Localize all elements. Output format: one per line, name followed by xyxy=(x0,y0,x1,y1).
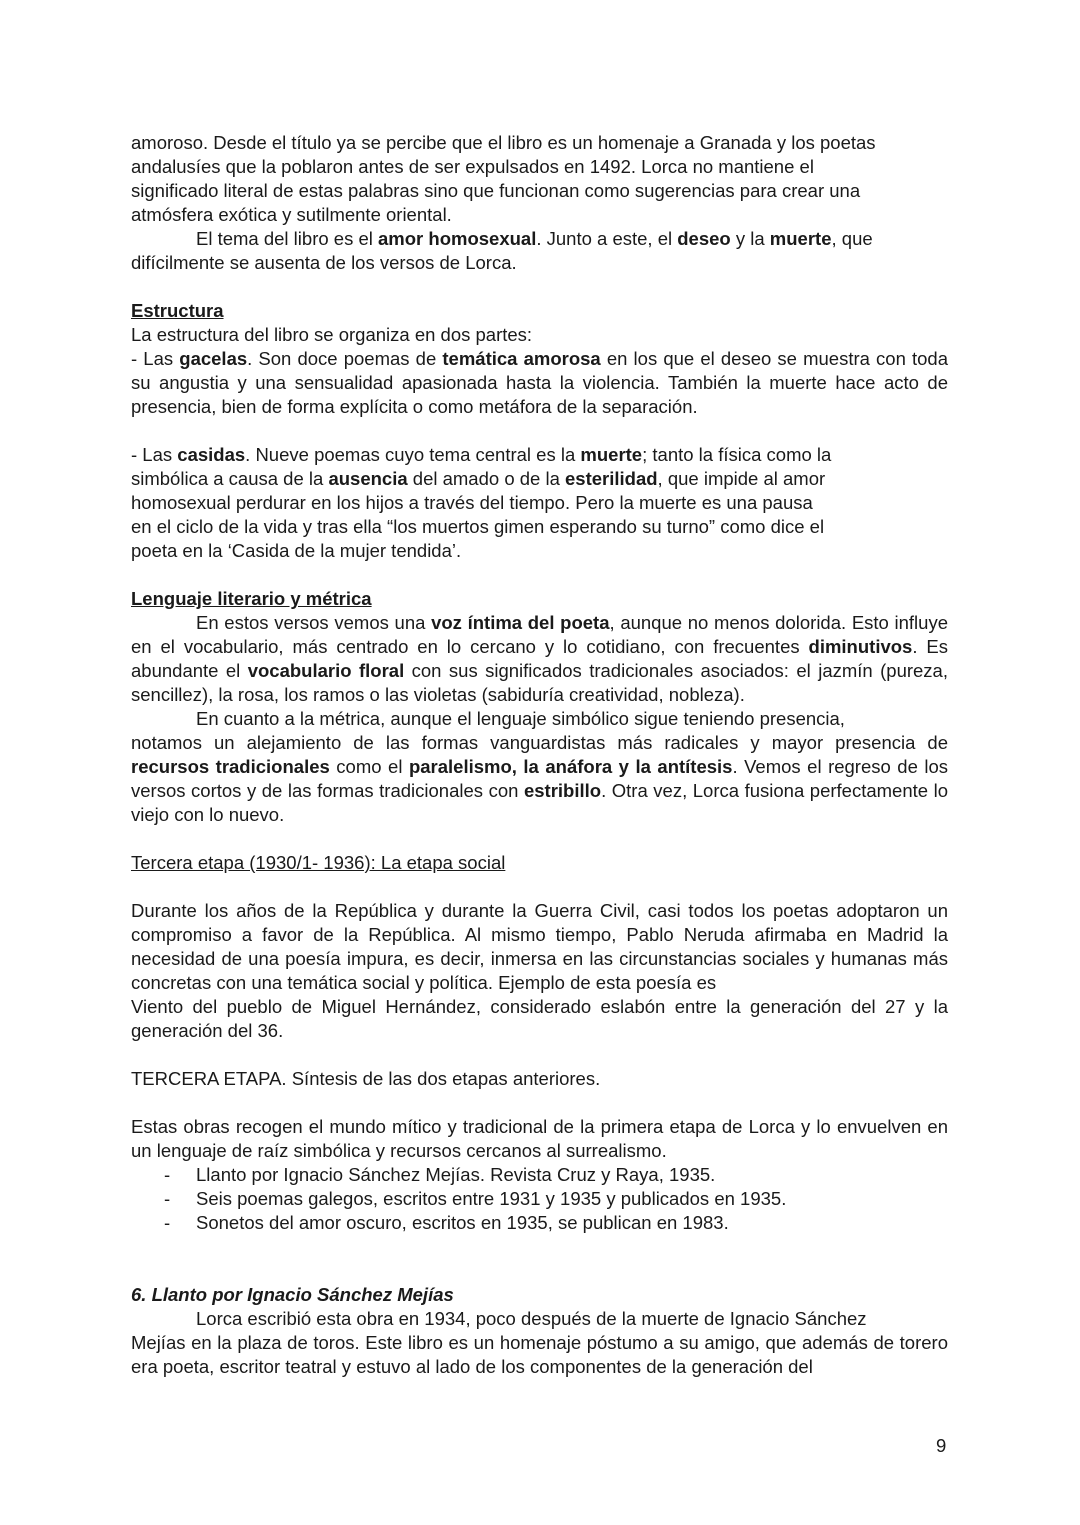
casidas-line: - Las casidas. Nueve poemas cuyo tema central es la muerte; tanto la física como la xyxy=(131,444,832,465)
llanto-paragraph: Mejías en la plaza de toros. Este libro es un homenaje póstumo a su amigo, que además de torero era poeta, escritor teatral y estuvo al lado de los componentes de la generación del xyxy=(131,1332,948,1377)
list-item: - Llanto por Ignacio Sánchez Mejías. Revista Cruz y Raya, 1935. xyxy=(164,1164,716,1185)
tercera-paragraph: Durante los años de la República y durante la Guerra Civil, casi todos los poetas adoptaron un compromiso a favor de la República. Al mismo tiempo, Pablo Neruda afirmaba en Madrid la necesidad de una poesía impura, es decir, inmersa en las circunstancias sociales y humanas más concretas con una temática social y política. Ejemplo de esta poesía es xyxy=(131,900,948,993)
page-number: 9 xyxy=(936,1435,947,1456)
dash-bullet: - xyxy=(164,1164,171,1185)
intro-line: andalusíes que la poblaron antes de ser expulsados en 1492. Lorca no mantiene el xyxy=(131,156,814,177)
list-item: - Sonetos del amor oscuro, escritos en 1935, se publican en 1983. xyxy=(164,1212,729,1233)
llanto-line: Lorca escribió esta obra en 1934, poco después de la muerte de Ignacio Sánchez xyxy=(196,1308,867,1329)
intro-line: significado literal de estas palabras sino que funcionan como sugerencias para crear una xyxy=(131,180,861,201)
estructura-intro: La estructura del libro se organiza en dos partes: xyxy=(131,324,533,345)
casidas-line: en el ciclo de la vida y tras ella “los muertos gimen esperando su turno” como dice el xyxy=(131,516,825,537)
obras-paragraph: Estas obras recogen el mundo mítico y tradicional de la primera etapa de Lorca y lo envuelven en un lenguaje de raíz simbólica y recursos cercanos al surrealismo. xyxy=(131,1116,948,1161)
obras-list xyxy=(131,1163,948,1235)
intro-line: atmósfera exótica y sutilmente oriental. xyxy=(131,204,452,225)
page-body xyxy=(131,131,948,1379)
section-heading-llanto: 6. Llanto por Ignacio Sánchez Mejías xyxy=(131,1284,454,1305)
dash-bullet: - xyxy=(164,1188,171,1209)
casidas-line: simbólica a causa de la ausencia del amado o de la esterilidad, que impide al amor xyxy=(131,468,826,489)
sintesis-line: TERCERA ETAPA. Síntesis de las dos etapas anteriores. xyxy=(131,1068,601,1089)
lenguaje-paragraph: En estos versos vemos una voz íntima del poeta, aunque no menos dolorida. Esto influye en el vocabulario, más centrado en lo cercano y lo cotidiano, con frecuentes diminutivos. Es abundante el vocabulario floral con sus significados tradicionales asociados: el jazmín (pureza, sencillez), la rosa, los ramos o las violetas (sabiduría creatividad, nobleza). xyxy=(131,612,948,705)
metrica-line: En cuanto a la métrica, aunque el lenguaje simbólico sigue teniendo presencia, xyxy=(196,708,845,729)
tema-paragraph: El tema del libro es el amor homosexual. Junto a este, el deseo y la muerte, que difícilmente se ausenta de los versos de Lorca. xyxy=(131,228,873,273)
metrica-paragraph: notamos un alejamiento de las formas vanguardistas más radicales y mayor presencia de recursos tradicionales como el paralelismo, la anáfora y la antítesis. Vemos el regreso de los versos cortos y de las formas tradicionales con estribillo. Otra vez, Lorca fusiona perfectamente lo viejo con lo nuevo. xyxy=(131,732,949,825)
casidas-line: poeta en la ‘Casida de la mujer tendida’. xyxy=(131,540,462,561)
dash-bullet: - xyxy=(164,1212,171,1233)
section-heading-lenguaje: Lenguaje literario y métrica xyxy=(131,588,372,609)
casidas-line: homosexual perdurar en los hijos a través del tiempo. Pero la muerte es una pausa xyxy=(131,492,813,513)
gacelas-paragraph: - Las gacelas. Son doce poemas de temática amorosa en los que el deseo se muestra con toda su angustia y una sensualidad apasionada hasta la violencia. También la muerte hace acto de presencia, bien de forma explícita o como metáfora de la separación. xyxy=(131,348,949,417)
list-item: - Seis poemas galegos, escritos entre 1931 y 1935 y publicados en 1935. xyxy=(164,1188,787,1209)
intro-line: amoroso. Desde el título ya se percibe que el libro es un homenaje a Granada y los poetas xyxy=(131,132,876,153)
section-heading-estructura: Estructura xyxy=(131,300,224,321)
section-heading-tercera-etapa: Tercera etapa (1930/1- 1936): La etapa social xyxy=(131,852,506,873)
tercera-paragraph-2: Viento del pueblo de Miguel Hernández, considerado eslabón entre la generación del 27 y la generación del 36. xyxy=(131,996,948,1041)
